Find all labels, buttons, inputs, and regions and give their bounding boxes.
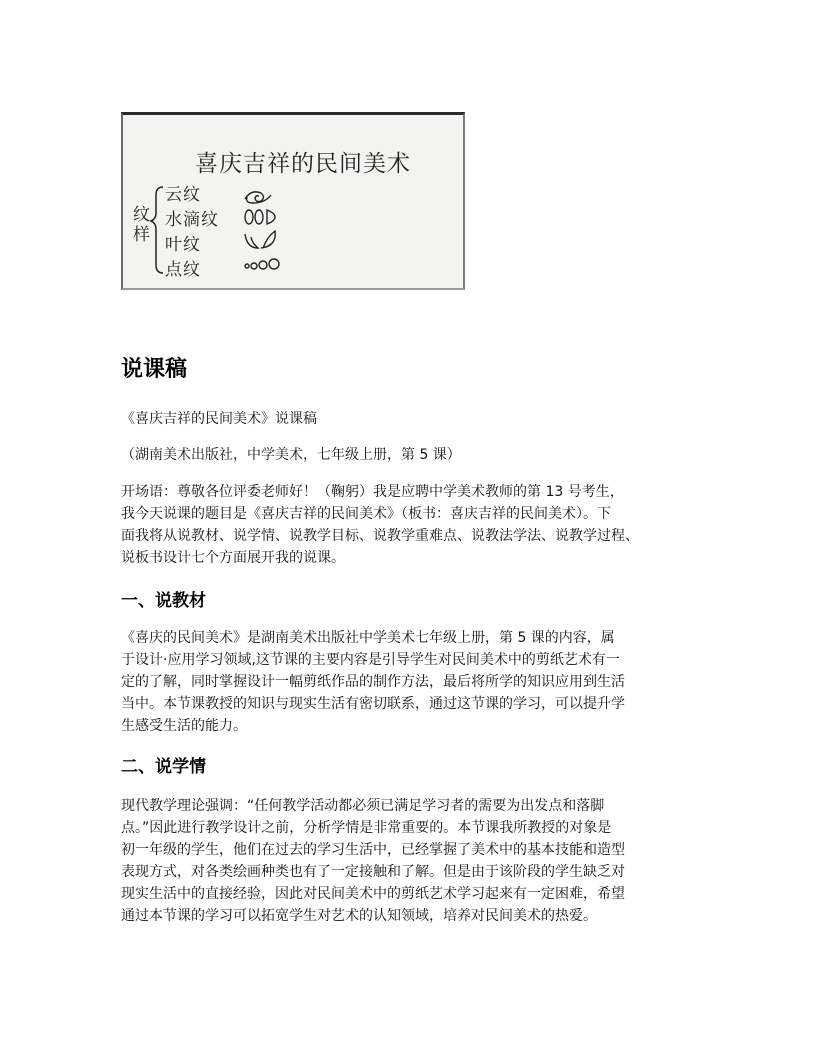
opening-line: 我今天说课的题目是《喜庆吉祥的民间美术》（板书：喜庆吉祥的民间美术）。下 bbox=[121, 506, 611, 522]
section-textbook-paragraph bbox=[121, 627, 625, 737]
paragraph-line: 现代教学理论强调：“任何教学活动都必须已满足学习者的需要为出发点和落脚 bbox=[121, 798, 605, 814]
paragraph-line: 于设计·应用学习领域,这节课的主要内容是引导学生对民间美术中的剪纸艺术有一 bbox=[121, 652, 620, 668]
paragraph-line: 定的了解，同时掌握设计一幅剪纸作品的制作方法，最后将所学的知识应用到生活 bbox=[121, 674, 625, 690]
lesson-title: 《喜庆吉祥的民间美术》说课稿 bbox=[121, 411, 317, 427]
section-students-paragraph bbox=[121, 795, 625, 927]
dot-pattern-icon bbox=[245, 259, 279, 269]
board-item-dot: 点纹 bbox=[165, 260, 201, 280]
opening-line: 面我将从说教材、说学情、说教学目标、说教学重难点、说教法学法、说教学过程、 bbox=[121, 528, 639, 544]
board-category-label: 纹样 bbox=[133, 205, 150, 245]
paragraph-line: 通过本节课的学习可以拓宽学生对艺术的认知领域，培养对民间美术的热爱。 bbox=[121, 908, 597, 924]
paragraph-line: 当中。本节课教授的知识与现实生活有密切联系，通过这节课的学习，可以提升学 bbox=[121, 696, 625, 712]
section-heading-textbook: 一、说教材 bbox=[121, 591, 206, 611]
board-item-cloud: 云纹 bbox=[165, 185, 201, 205]
paragraph-line: 初一年级的学生，他们在过去的学习生活中，已经掌握了美术中的基本技能和造型 bbox=[121, 842, 625, 858]
opening-line: 开场语：尊敬各位评委老师好！（鞠躬）我是应聘中学美术教师的第 13 号考生， bbox=[121, 484, 624, 500]
water-drop-pattern-icon bbox=[245, 210, 275, 224]
lesson-source: （湖南美术出版社，中学美术，七年级上册，第 5 课） bbox=[121, 447, 461, 463]
board-design-photo bbox=[121, 112, 465, 290]
brace bbox=[151, 187, 163, 273]
opening-line: 说板书设计七个方面展开我的说课。 bbox=[121, 550, 345, 566]
document-title: 说课稿 bbox=[121, 357, 188, 382]
cloud-pattern-icon bbox=[245, 192, 271, 203]
board-item-water-drop: 水滴纹 bbox=[165, 210, 219, 230]
section-heading-students: 二、说学情 bbox=[121, 757, 206, 777]
paragraph-line: 生感受生活的能力。 bbox=[121, 718, 247, 734]
board-title: 喜庆吉祥的民间美术 bbox=[195, 151, 411, 177]
paragraph-line: 点。”因此进行教学设计之前，分析学情是非常重要的。本节课我所教授的对象是 bbox=[121, 820, 612, 836]
opening-paragraph bbox=[121, 481, 639, 569]
board-item-leaf: 叶纹 bbox=[165, 235, 201, 255]
paragraph-line: 现实生活中的直接经验，因此对民间美术中的剪纸艺术学习起来有一定困难，希望 bbox=[121, 886, 625, 902]
leaf-pattern-icon bbox=[245, 231, 275, 248]
paragraph-line: 表现方式，对各类绘画种类也有了一定接触和了解。但是由于该阶段的学生缺乏对 bbox=[121, 864, 625, 880]
paragraph-line: 《喜庆的民间美术》是湖南美术出版社中学美术七年级上册，第 5 课的内容，属 bbox=[121, 630, 615, 646]
